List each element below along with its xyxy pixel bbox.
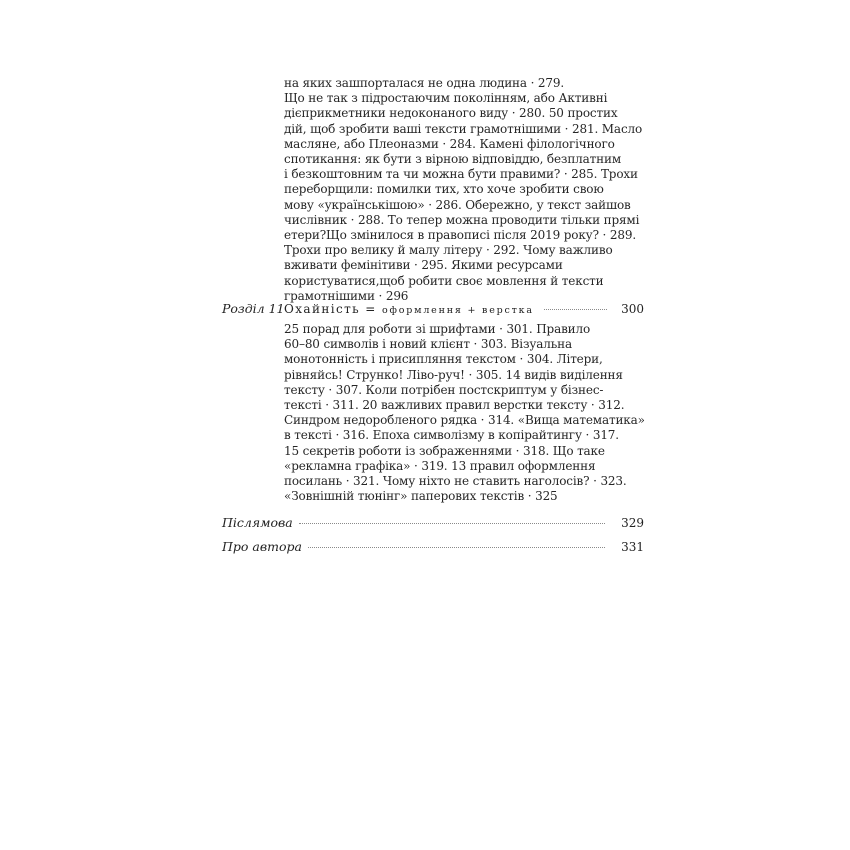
chapter-11-summary: [284, 322, 645, 504]
about-author-label: Про автора: [222, 539, 302, 554]
dotted-leader: [299, 522, 605, 524]
afterword-label: Післямова: [222, 515, 293, 530]
toc-entry-chapter-11: [222, 301, 644, 319]
text-line: «рекламна графіка» · 319. 13 правил оформлення: [284, 458, 596, 473]
text-line: мову «українськішою» · 286. Обережно, у текст зайшов: [284, 197, 631, 212]
chapter-label: Розділ 11: [222, 301, 285, 316]
text-line: в тексті · 316. Епоха символізму в копірайтингу · 317.: [284, 428, 619, 443]
text-line: дієприкметники недоконаного виду · 280. 50 простих: [284, 106, 618, 121]
text-line: етери?Що змінилося в правописі після 2019 року? · 289.: [284, 228, 636, 243]
text-line: масляне, або Плеоназми · 284. Камені філологічного: [284, 136, 615, 151]
text-line: грамотнішими · 296: [284, 288, 409, 303]
afterword-page-number: 329: [621, 516, 644, 530]
chapter-title-rest: оформлення + верстка: [381, 305, 534, 316]
text-line: монотонність і присипляння текстом · 304. Літери,: [284, 352, 603, 367]
chapter-10-summary: [284, 76, 643, 304]
text-line: числівник · 288. То тепер можна проводити тільки прямі: [284, 212, 640, 227]
text-line: спотикання: як бути з вірною відповіддю, безплатним: [284, 152, 622, 167]
chapter-page-number: 300: [621, 302, 644, 316]
chapter-title-separator: =: [360, 302, 382, 316]
text-line: тексту · 307. Коли потрібен постскриптум у бізнес-: [284, 382, 604, 397]
text-line: 15 секретів роботи із зображеннями · 318. Що таке: [284, 443, 605, 458]
toc-entry-about-author: [222, 539, 644, 557]
text-line: дій, щоб зробити ваші тексти грамотнішими · 281. Масло: [284, 121, 643, 136]
text-line: 60–80 символів і новий клієнт · 303. Візуальна: [284, 337, 572, 352]
text-line: «Зовнішній тюнінг» паперових текстів · 325: [284, 489, 558, 504]
dotted-leader: [544, 308, 607, 310]
chapter-title-main: Охайність: [284, 302, 361, 316]
text-line: вживати фемінітиви · 295. Якими ресурсами: [284, 258, 563, 273]
about-author-page-number: 331: [621, 540, 644, 554]
dotted-leader: [308, 546, 605, 548]
text-line: рівняйсь! Струнко! Ліво-руч! · 305. 14 видів виділення: [284, 367, 623, 382]
text-line: користуватися,щоб робити своє мовлення й тексти: [284, 273, 604, 288]
toc-entry-afterword: [222, 515, 644, 533]
text-line: Трохи про велику й малу літеру · 292. Чому важливо: [284, 243, 613, 258]
text-line: і безкоштовним та чи можна бути правими? · 285. Трохи: [284, 167, 638, 182]
text-line: Що не так з підростаючим поколінням, або Активні: [284, 91, 608, 106]
text-line: тексті · 311. 20 важливих правил верстки тексту · 312.: [284, 398, 625, 413]
text-line: 25 порад для роботи зі шрифтами · 301. Правило: [284, 322, 591, 336]
chapter-title: [284, 302, 534, 316]
text-line: посилань · 321. Чому ніхто не ставить наголосів? · 323.: [284, 474, 627, 489]
text-line: Синдром недоробленого рядка · 314. «Вища математика»: [284, 413, 645, 428]
text-line: на яких зашпорталася не одна людина · 279.: [284, 76, 565, 90]
text-line: переборщили: помилки тих, хто хоче зробити свою: [284, 182, 604, 197]
